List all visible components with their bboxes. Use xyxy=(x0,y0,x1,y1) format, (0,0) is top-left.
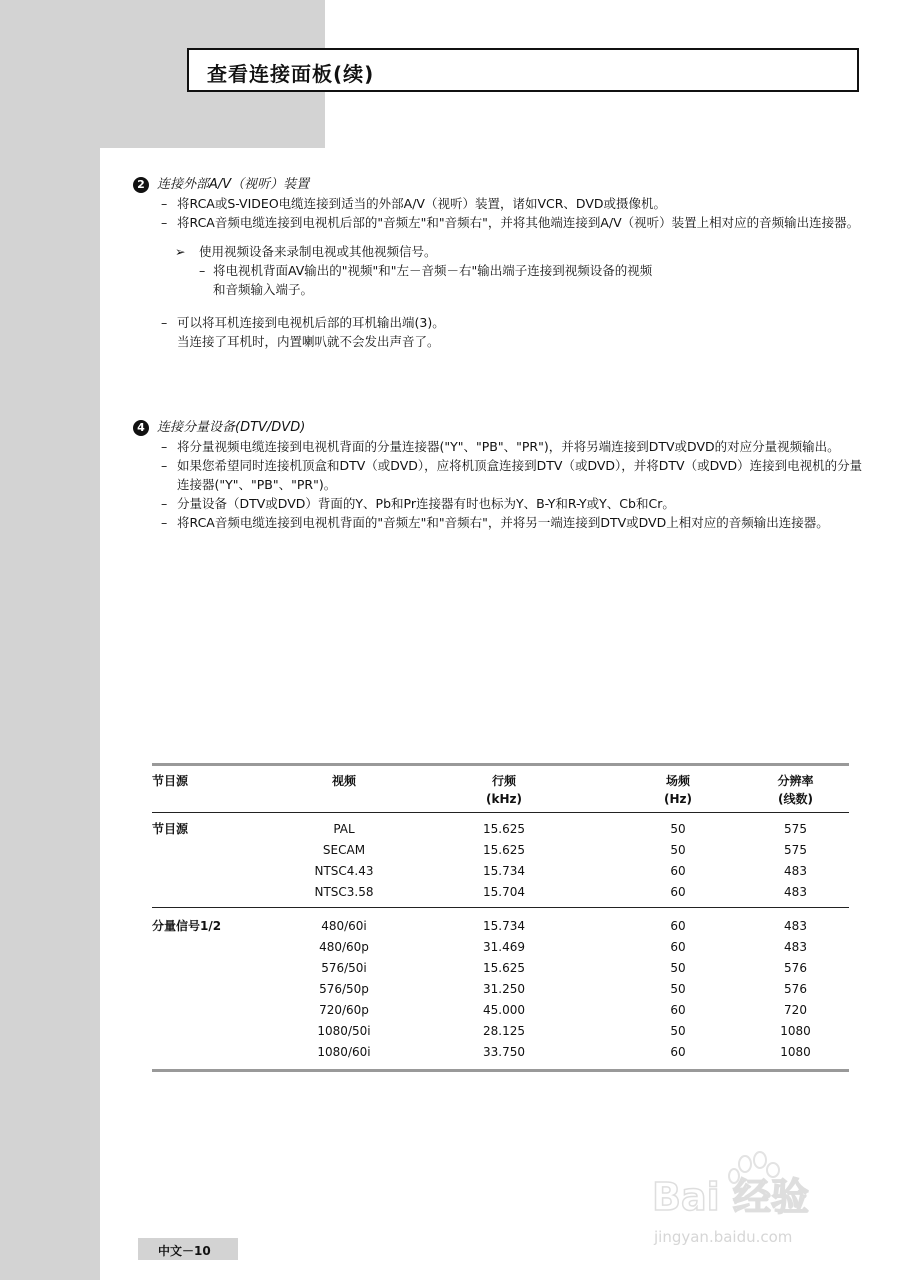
table-row xyxy=(152,958,849,979)
list-item-cont: 当连接了耳机时，内置喇叭就不会发出声音了。 xyxy=(177,334,440,349)
list-item: – 将分量视频电缆连接到电视机背面的分量连接器("Y"、"PB"、"PR")，并将另端连接到DTV或DVD的对应分量视频输出。 xyxy=(161,439,840,454)
table-cell: NTSC3.58 xyxy=(314,885,374,899)
table-cell: 576 xyxy=(784,982,807,996)
section-connect-component xyxy=(133,418,873,532)
note: ➢ 使用视频设备来录制电视或其他视频信号。 xyxy=(175,244,437,259)
table-cell: 483 xyxy=(784,885,807,899)
table-cell: 60 xyxy=(670,919,686,933)
header-cell: 节目源 xyxy=(152,774,189,788)
table-row xyxy=(152,840,849,861)
table-row xyxy=(152,979,849,1000)
group-label: 节目源 xyxy=(152,822,189,836)
table-row xyxy=(152,1042,849,1063)
table-cell: 28.125 xyxy=(483,1024,525,1038)
table-cell: 15.734 xyxy=(483,864,525,878)
table-cell: 1080 xyxy=(780,1045,811,1059)
table-cell: 31.250 xyxy=(483,982,525,996)
table-cell: 15.704 xyxy=(483,885,525,899)
group-label xyxy=(152,979,294,1000)
watermark xyxy=(650,1150,850,1250)
group-label xyxy=(152,1000,294,1021)
section-title: 连接外部A/V（视听）装置 xyxy=(157,177,310,192)
table-cell: 1080 xyxy=(780,1024,811,1038)
group-label xyxy=(152,840,294,861)
table-cell: 60 xyxy=(670,1045,686,1059)
table-cell: 50 xyxy=(670,982,686,996)
number-4-icon: 4 xyxy=(133,420,149,436)
table-bottom-rule xyxy=(152,1069,849,1072)
title-box xyxy=(187,48,859,92)
group-label: 分量信号1/2 xyxy=(152,919,222,933)
table-cell: 480/60p xyxy=(319,940,369,954)
table-cell: 60 xyxy=(670,1003,686,1017)
table-cell: 576/50i xyxy=(321,961,367,975)
group-label xyxy=(152,1042,294,1063)
list-item: – 如果您希望同时连接机顶盒和DTV（或DVD），应将机顶盒连接到DTV（或DVD），并将DTV（或DVD）连接到电视机的分量连接器("Y"、"PB"、"PR")。 xyxy=(161,458,863,492)
table-cell: 483 xyxy=(784,864,807,878)
list-item: – 分量设备（DTV或DVD）背面的Y、Pb和Pr连接器有时也标为Y、B-Y和R-Y或Y、Cb和Cr。 xyxy=(161,496,675,511)
table-cell: 31.469 xyxy=(483,940,525,954)
table-cell: 50 xyxy=(670,822,686,836)
header-cell: 场频 (Hz) xyxy=(664,774,692,806)
list-item: – 将RCA或S-VIDEO电缆连接到适当的外部A/V（视听）装置，诸如VCR、DVD或摄像机。 xyxy=(161,196,667,211)
watermark-url: jingyan.baidu.com xyxy=(654,1228,793,1246)
group-label xyxy=(152,1021,294,1042)
table-cell: NTSC4.43 xyxy=(314,864,374,878)
table-cell: 50 xyxy=(670,843,686,857)
group-label xyxy=(152,882,294,903)
number-2-icon: 2 xyxy=(133,177,149,193)
table-cell: 15.734 xyxy=(483,919,525,933)
table-cell: 1080/60i xyxy=(317,1045,371,1059)
table-row xyxy=(152,916,849,937)
table-row xyxy=(152,882,849,903)
table-cell: 480/60i xyxy=(321,919,367,933)
table-row xyxy=(152,937,849,958)
table-cell: 576/50p xyxy=(319,982,369,996)
table-row xyxy=(152,819,849,840)
group-label xyxy=(152,861,294,882)
table-cell: 60 xyxy=(670,864,686,878)
list-item: – 可以将耳机连接到电视机后部的耳机输出端(3)。 xyxy=(161,315,445,330)
table-cell: 575 xyxy=(784,822,807,836)
note-subitem: – 将电视机背面AV输出的"视频"和"左－音频－右"输出端子连接到视频设备的视频 xyxy=(199,263,653,278)
table-cell: 15.625 xyxy=(483,843,525,857)
table-cell: 50 xyxy=(670,961,686,975)
header-cell: 行频 (kHz) xyxy=(486,774,522,806)
group-label xyxy=(152,937,294,958)
table-row xyxy=(152,861,849,882)
table-cell: 720/60p xyxy=(319,1003,369,1017)
table-cell: PAL xyxy=(333,822,355,836)
table-cell: SECAM xyxy=(322,843,366,857)
table-group xyxy=(152,813,849,907)
section-heading xyxy=(133,418,873,437)
page-number: 中文－10 xyxy=(158,1244,211,1258)
table-cell: 15.625 xyxy=(483,822,525,836)
header-cell: 视频 xyxy=(331,774,356,788)
page-number-box xyxy=(138,1238,238,1260)
group-label xyxy=(152,958,294,979)
table-cell: 33.750 xyxy=(483,1045,525,1059)
list-item: – 将RCA音频电缆连接到电视机背面的"音频左"和"音频右"，并将另一端连接到DTV或DVD上相对应的音频输出连接器。 xyxy=(161,515,829,530)
table-cell: 720 xyxy=(784,1003,807,1017)
note-arrow-icon: ➢ xyxy=(175,244,186,259)
table-row xyxy=(152,1021,849,1042)
table-group xyxy=(152,908,849,1069)
page-title: 查看连接面板(续) xyxy=(207,62,375,86)
left-gray-band xyxy=(0,0,100,1280)
table-cell: 483 xyxy=(784,919,807,933)
table-cell: 1080/50i xyxy=(317,1024,371,1038)
list-item: – 将RCA音频电缆连接到电视机后部的"音频左"和"音频右"，并将其他端连接到A/V（视听）装置上相对应的音频输出连接器。 xyxy=(161,215,860,230)
signal-table xyxy=(152,763,849,1072)
table-cell: 576 xyxy=(784,961,807,975)
section-connect-av xyxy=(133,175,873,351)
section-heading xyxy=(133,175,873,194)
watermark-brand: Bai 经验 xyxy=(652,1175,809,1219)
table-row xyxy=(152,1000,849,1021)
section-title: 连接分量设备(DTV/DVD) xyxy=(157,420,306,435)
table-cell: 60 xyxy=(670,885,686,899)
table-cell: 60 xyxy=(670,940,686,954)
table-cell: 50 xyxy=(670,1024,686,1038)
note-subitem-cont: 和音频输入端子。 xyxy=(213,282,314,297)
table-cell: 45.000 xyxy=(483,1003,525,1017)
table-cell: 575 xyxy=(784,843,807,857)
header-cell: 分辨率 (线数) xyxy=(777,774,814,806)
table-cell: 15.625 xyxy=(483,961,525,975)
table-cell: 483 xyxy=(784,940,807,954)
table-header xyxy=(152,766,849,812)
